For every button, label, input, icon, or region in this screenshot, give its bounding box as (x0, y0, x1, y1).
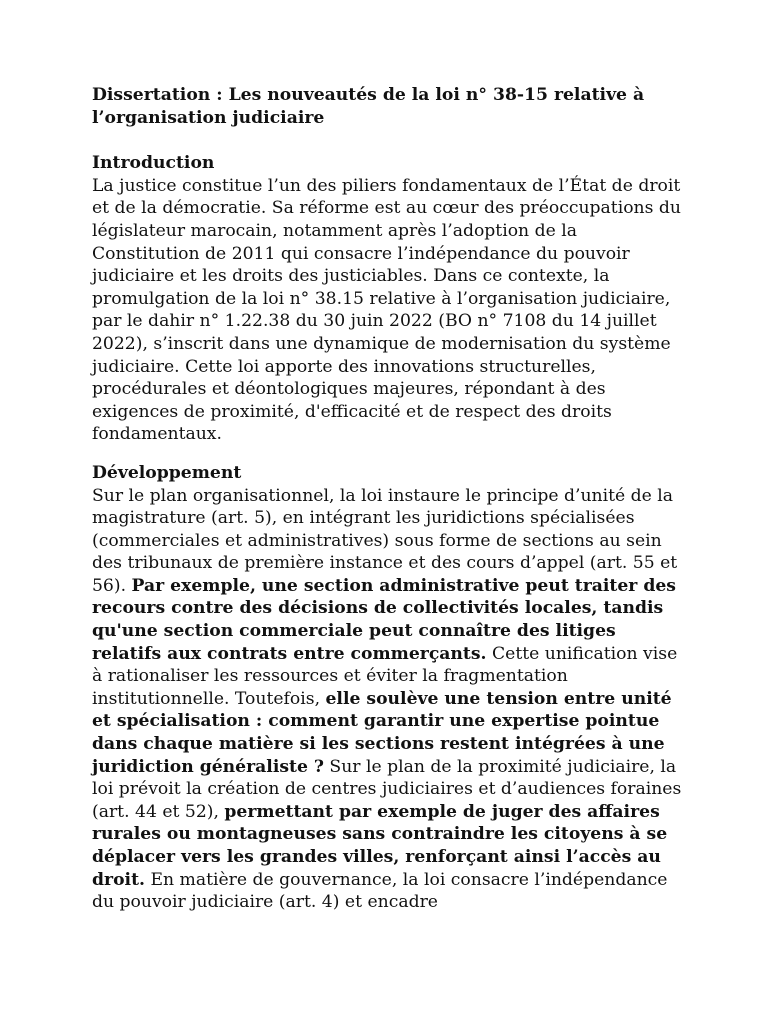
document-page (92, 84, 682, 914)
development-text-run: En matière de gouvernance, la loi consacre l’indépendance du pouvoir judiciaire (art. 4) et encadre (92, 869, 668, 913)
development-bold-run: elle soulève une tension entre unité et spécialisation : comment garantir une expertise pointue dans chaque matière si les sections restent intégrées à une juridiction généraliste ? (92, 688, 672, 777)
development-text-run: Cette unification vise à rationaliser les ressources et éviter la fragmentation institutionnelle. Toutefois, (92, 643, 678, 709)
introduction-heading: Introduction (92, 153, 215, 174)
development-heading: Développement (92, 462, 242, 483)
development-text-run: Sur le plan organisationnel, la loi instaure le principe d’unité de la magistrature (art. 5), en intégrant les juridictions spécialisées (commerciales et administratives) sous forme de sections au sein des tribunaux de première instance et des cours d’appel (art. 55 et 56). (92, 485, 678, 596)
development-bold-run: Par exemple, une section administrative peut traiter des recours contre des décisions de collectivités locales, tandis qu'une section commerciale peut connaître des litiges relatifs aux contrats entre commerçants. (92, 575, 676, 664)
development-paragraph (92, 485, 682, 914)
development-text-run: Sur le plan de la proximité judiciaire, la loi prévoit la création de centres judiciaires et d’audiences foraines (art. 44 et 52), (92, 756, 682, 822)
development-bold-run: permettant par exemple de juger des affaires rurales ou montagneuses sans contraindre les citoyens à se déplacer vers les grandes villes, renforçant ainsi l’accès au droit. (92, 801, 668, 890)
introduction-paragraph: La justice constitue l’un des piliers fondamentaux de l’État de droit et de la démocratie. Sa réforme est au cœur des préoccupations du législateur marocain, notamment après l’adoption de la Constitution de 2011 qui consacre l’indépendance du pouvoir judiciaire et les droits des justiciables. Dans ce contexte, la promulgation de la loi n° 38.15 relative à l’organisation judiciaire, par le dahir n° 1.22.38 du 30 juin 2022 (BO n° 7108 du 14 juillet 2022), s’inscrit dans une dynamique de modernisation du système judiciaire. Cette loi apporte des innovations structurelles, procédurales et déontologiques majeures, répondant à des exigences de proximité, d'efficacité et de respect des droits fondamentaux. (92, 175, 681, 445)
document-title: Dissertation : Les nouveautés de la loi n° 38-15 relative à l’organisation judiciaire (92, 85, 645, 128)
